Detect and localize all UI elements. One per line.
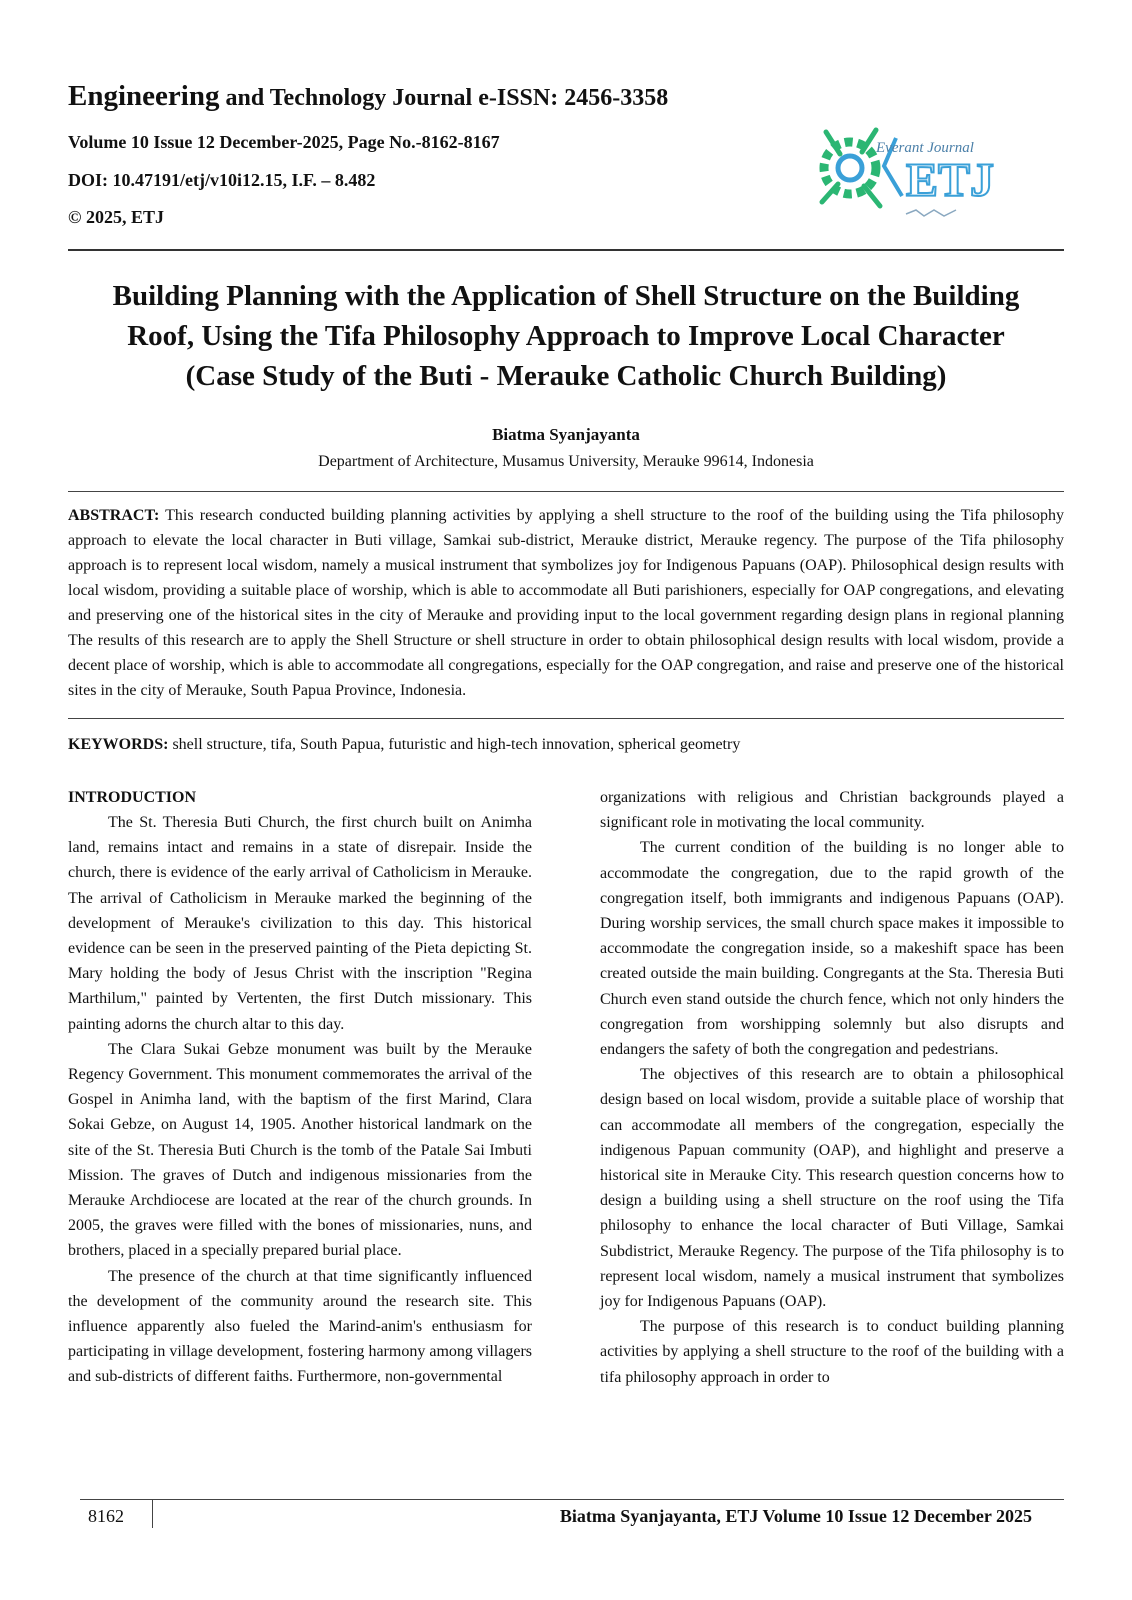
abstract-label: ABSTRACT:	[68, 507, 160, 524]
doi-line: DOI: 10.47191/etj/v10i12.15, I.F. – 8.482	[68, 170, 376, 190]
author-affiliation: Department of Architecture, Musamus University, Merauke 99614, Indonesia	[318, 453, 814, 470]
journal-name-rest: and Technology Journal e-ISSN: 2456-3358	[219, 85, 669, 111]
keywords-label: KEYWORDS:	[68, 736, 169, 753]
keywords	[68, 733, 1064, 757]
paper-title	[80, 276, 1052, 396]
page-number: 8162	[88, 1506, 124, 1526]
footer-divider	[80, 1499, 1064, 1500]
section-heading: INTRODUCTION	[68, 789, 197, 806]
title-line: Roof, Using the Tifa Philosophy Approach to Improve Local Character	[127, 320, 1005, 352]
running-footer: Biatma Syanjayanta, ETJ Volume 10 Issue 12 December 2025	[559, 1506, 1032, 1526]
volume-line: Volume 10 Issue 12 December-2025, Page No.-8162-8167	[68, 132, 500, 152]
abstract	[68, 503, 1064, 703]
title-line: Building Planning with the Application of Shell Structure on the Building	[112, 280, 1020, 312]
abstract-bottom-rule	[68, 718, 1064, 719]
footer-separator	[152, 1500, 153, 1528]
journal-name	[68, 80, 668, 114]
abstract-top-rule	[68, 491, 1064, 492]
title-line: (Case Study of the Buti - Merauke Catholic Church Building)	[185, 360, 947, 392]
abstract-text: This research conducted building planning activities by applying a shell structure to the roof of the building using the Tifa philosophy approach to elevate the local character in Buti village, Samkai sub-district, Merauke district, Merauke regency. The purpose of the Tifa philosophy approach is to represent local wisdom, namely a musical instrument that symbolizes joy for Indigenous Papuans (OAP). Philosophical design results with local wisdom, providing a suitable place of worship, which is able to accommodate all Buti parishioners, especially for OAP congregations, and elevating and preserving one of the historical sites in the city of Merauke and providing input to the local government regarding design plans in regional planning The results of this research are to apply the Shell Structure or shell structure in order to obtain philosophical design results with local wisdom, provide a decent place of worship, which is able to accommodate all congregations, especially for the OAP congregation, and raise and preserve one of the historical sites in the city of Merauke, South Papua Province, Indonesia.	[68, 507, 1064, 699]
paragraph: organizations with religious and Christian backgrounds played a significant role in motivating the local community.	[600, 789, 1064, 832]
journal-name-first: Engineering	[68, 80, 220, 112]
left-column	[68, 785, 532, 1390]
keywords-text: shell structure, tifa, South Papua, futuristic and high-tech innovation, spherical geometry	[168, 736, 741, 753]
logo-main-text: ETJ	[906, 154, 995, 207]
copyright-line: © 2025, ETJ	[68, 207, 164, 227]
header-divider	[68, 249, 1064, 251]
paragraph: The Clara Sukai Gebze monument was built by the Merauke Regency Government. This monument commemorates the arrival of the Gospel in Animha land, with the baptism of the first Marind, Clara Sokai Gebze, on August 14, 1905. Another historical landmark on the site of the St. Theresia Buti Church is the tomb of the Patale Sai Imbuti Mission. The graves of Dutch and indigenous missionaries from the Merauke Archdiocese are located at the rear of the church grounds. In 2005, the graves were filled with the bones of missionaries, nuns, and brothers, placed in a specially prepared burial place.	[68, 1040, 532, 1260]
author-name: Biatma Syanjayanta	[492, 425, 640, 444]
paragraph: The current condition of the building is no longer able to accommodate the congregation, due to the rapid growth of the congregation itself, both immigrants and indigenous Papuans (OAP). During worship services, the small church space makes it impossible to accommodate the congregation inside, so a makeshift space has been created outside the main building. Congregants at the Sta. Theresia Buti Church even stand outside the church fence, which not only hinders the congregation from worshipping solemnly but also disrupts and endangers the safety of both the congregation and pedestrians.	[600, 839, 1064, 1059]
paragraph: The objectives of this research are to obtain a philosophical design based on local wisdom, provide a suitable place of worship that can accommodate all members of the congregation, especially the indigenous Papuan community (OAP), and highlight and preserve a historical site in Merauke City. This research question concerns how to design a building using a shell structure on the roof using the Tifa philosophy to enhance the local character of Buti Village, Samkai Subdistrict, Merauke Regency. The purpose of the Tifa philosophy is to represent local wisdom, namely a musical instrument that symbolizes joy for Indigenous Papuans (OAP).	[600, 1066, 1064, 1311]
etj-logo	[806, 118, 1016, 228]
logo-top-text: Everant Journal	[876, 140, 974, 156]
paragraph: The purpose of this research is to conduct building planning activities by applying a shell structure to the roof of the building with a tifa philosophy approach in order to	[600, 1318, 1064, 1386]
right-column	[600, 785, 1064, 1390]
paragraph: The presence of the church at that time significantly influenced the development of the community around the research site. This influence apparently also fueled the Marind-anim's enthusiasm for participating in village development, fostering harmony among villagers and sub-districts of different faiths. Furthermore, non-governmental	[68, 1267, 532, 1386]
paragraph: The St. Theresia Buti Church, the first church built on Animha land, remains intact and remains in a state of disrepair. Inside the church, there is evidence of the early arrival of Catholicism in Merauke. The arrival of Catholicism in Merauke marked the beginning of the development of Merauke's civilization to this day. This historical evidence can be seen in the preserved painting of the Pieta depicting St. Mary holding the body of Jesus Christ with the inscription "Regina Marthilum," painted by Vertenten, the first Dutch missionary. This painting adorns the church altar to this day.	[68, 814, 532, 1033]
